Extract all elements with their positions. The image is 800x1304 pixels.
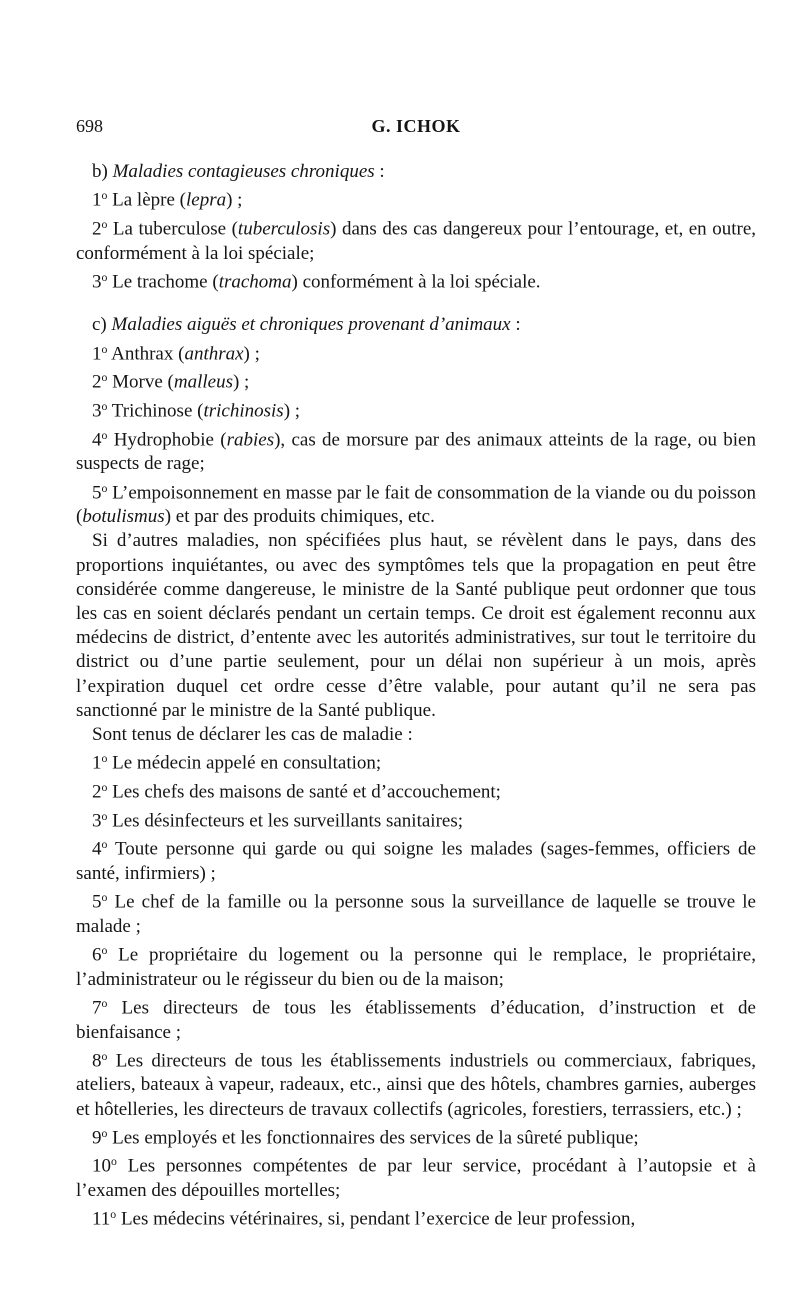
- section-c-heading: [76, 313, 756, 337]
- page-number: 698: [76, 116, 103, 136]
- running-header: [76, 116, 756, 142]
- section-c-item-3: 3$^o$ Trichinose (trichinosis) ;: [92, 399, 301, 422]
- page-body: [76, 160, 756, 1232]
- section-b-letter: b): [92, 161, 108, 182]
- section-gap: [76, 294, 756, 313]
- declarant-item-9: 9$^o$ Les employés et les fonctionnaires des services de la sûreté publique;: [92, 1126, 639, 1149]
- section-c-letter: c): [92, 314, 107, 336]
- declarant-item-11: 11$^o$ Les médecins vétérinaires, si, pendant l’exercice de leur profession,: [92, 1208, 636, 1230]
- section-b-title: Maladies contagieuses chroniques: [112, 161, 375, 182]
- section-b-heading: [76, 160, 756, 184]
- declarant-item-1: 1$^o$ Le médecin appelé en consultation;: [92, 752, 382, 774]
- section-c-item-1: 1$^o$ Anthrax (anthrax) ;: [92, 342, 260, 365]
- section-c-colon: :: [510, 314, 521, 336]
- declarant-item-2: 2$^o$ Les chefs des maisons de santé et d’accouchement;: [92, 780, 501, 803]
- section-b-item-1: 1$^o$ La lèpre (lepra) ;: [92, 189, 243, 211]
- declarant-item-3: 3$^o$ Les désinfecteurs et les surveillants sanitaires;: [92, 809, 464, 832]
- declarant-item-5: 5$^o$ Le chef de la famille ou la personne sous la surveillance de laquelle se trouve le malade ;: [76, 891, 756, 937]
- declarant-item-10: 10$^o$ Les personnes compétentes de par leur service, procédant à l’autopsie et à l’examen des dépouilles mortelles;: [76, 1155, 756, 1202]
- section-c-title: Maladies aiguës et chroniques provenant d’animaux: [111, 314, 511, 336]
- body-paragraph: Si d’autres maladies, non spécifiées plus haut, se révèlent dans le pays, dans des proportions inquiétantes, ou avec des symptômes tels que la propagation en peut être considérée comme dangereuse, le ministre de la Santé publique peut ordonner que tous les cas en soient déclarés pendant un certain temps. Ce droit est également reconnu aux médecins de district, d’entente avec les autorités administratives, sur tout le territoire du district ou d’une partie seulement, pour un délai non supérieur à un mois, après l’expiration duquel cet ordre cesse d’être valable, pour autant qu’il ne sera pas sanctionné par le ministre de la Santé publique.: [76, 530, 756, 721]
- section-c-item-5: 5$^o$ L’empoisonnement en masse par le fait de consommation de la viande ou du poisson (botulismus) et par des produits chimiques, etc.: [76, 481, 756, 528]
- declarant-item-8: 8$^o$ Les directeurs de tous les établissements industriels ou commerciaux, fabriques, ateliers, bateaux à vapeur, radeaux, etc., ainsi que des hôtels, chambres garnies, auberges et hôtelleries, les directeurs de travaux collectifs (agricoles, forestiers, terrassiers, etc.) ;: [76, 1049, 756, 1120]
- section-b-item-3: 3$^o$ Le trachome (trachoma) conformément à la loi spéciale.: [92, 270, 541, 293]
- section-b-item-2: 2$^o$ La tuberculose (tuberculosis) dans des cas dangereux pour l’entourage, et, en outre, conformément à la loi spéciale;: [76, 217, 756, 264]
- declarant-item-6: 6$^o$ Le propriétaire du logement ou la personne qui le remplace, le propriétaire, l’administrateur ou le régisseur du bien ou de la maison;: [76, 943, 756, 990]
- declarant-item-4: 4$^o$ Toute personne qui garde ou qui soigne les malades (sages-femmes, officiers de santé, infirmiers) ;: [76, 838, 756, 884]
- section-c-item-2: 2$^o$ Morve (malleus) ;: [92, 371, 250, 393]
- section-c-item-4: 4$^o$ Hydrophobie (rabies), cas de morsure par des animaux atteints de la rage, ou bien suspects de rage;: [76, 428, 756, 475]
- declarant-item-7: 7$^o$ Les directeurs de tous les établissements d’éducation, d’instruction et de bienfaisance ;: [76, 996, 756, 1043]
- section-b-colon: :: [374, 161, 385, 182]
- running-head-author: G. ICHOK: [371, 116, 461, 136]
- declarants-intro: Sont tenus de déclarer les cas de maladie :: [92, 724, 413, 746]
